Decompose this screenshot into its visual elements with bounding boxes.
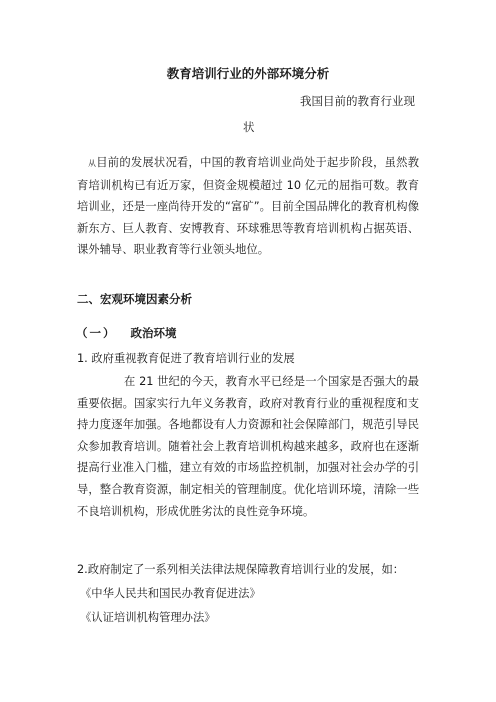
law-title-1: 《中华人民共和国民办教育促进法》 [80,587,261,600]
document-title: 教育培训行业的外部环境分析 [166,66,330,81]
subsection-number: （一） [76,326,117,340]
section-heading-macro-environment: 二、宏观环境因素分析 [77,292,192,306]
list-item-1-heading: 1. 政府重视教育促进了教育培训行业的发展 [77,352,295,365]
subtitle-line-2: 状 [243,120,255,134]
intro-prefix: 从 [88,159,97,168]
subtitle-line-1: 我国目前的教育行业现 [300,94,415,108]
subsection-heading-political [76,325,177,341]
subsection-title: 政治环境 [130,326,177,340]
intro-text: 目前的发展状况看，中国的教育培训业尚处于起步阶段，虽然教育培训机构已有近万家，但资金规模超过 10 亿元的屈指可数。教育培训业，还是一座尚待开发的“富矿”。目前全国品牌化的教育机构像新东方、巨人教育、安博教育、环球雅思等教育培训机构占据英语、课外辅导、职业教育等行业领头地位。 [77,156,419,257]
intro-paragraph [77,152,419,261]
law-title-2: 《认证培训机构管理办法》 [80,611,216,624]
list-item-1-body: 在 21 世纪的今天，教育水平已经是一个国家是否强大的最重要依据。国家实行九年义务教育，政府对教育行业的重视程度和支持力度逐年加强。各地都设有人力资源和社会保障部门，规范引导民众参加教育培训。随着社会上教育培训机构越来越多，政府也在逐渐提高行业准入门槛，建立有效的市场监控机制，加强对社会办学的引导，整合教育资源，制定相关的管理制度。优化培训环境，清除一些不良培训机构，形成优胜劣汰的良性竞争环境。 [77,375,419,518]
list-item-2-heading: 2.政府制定了一系列相关法律法规保障教育培训行业的发展，如： [77,563,405,576]
